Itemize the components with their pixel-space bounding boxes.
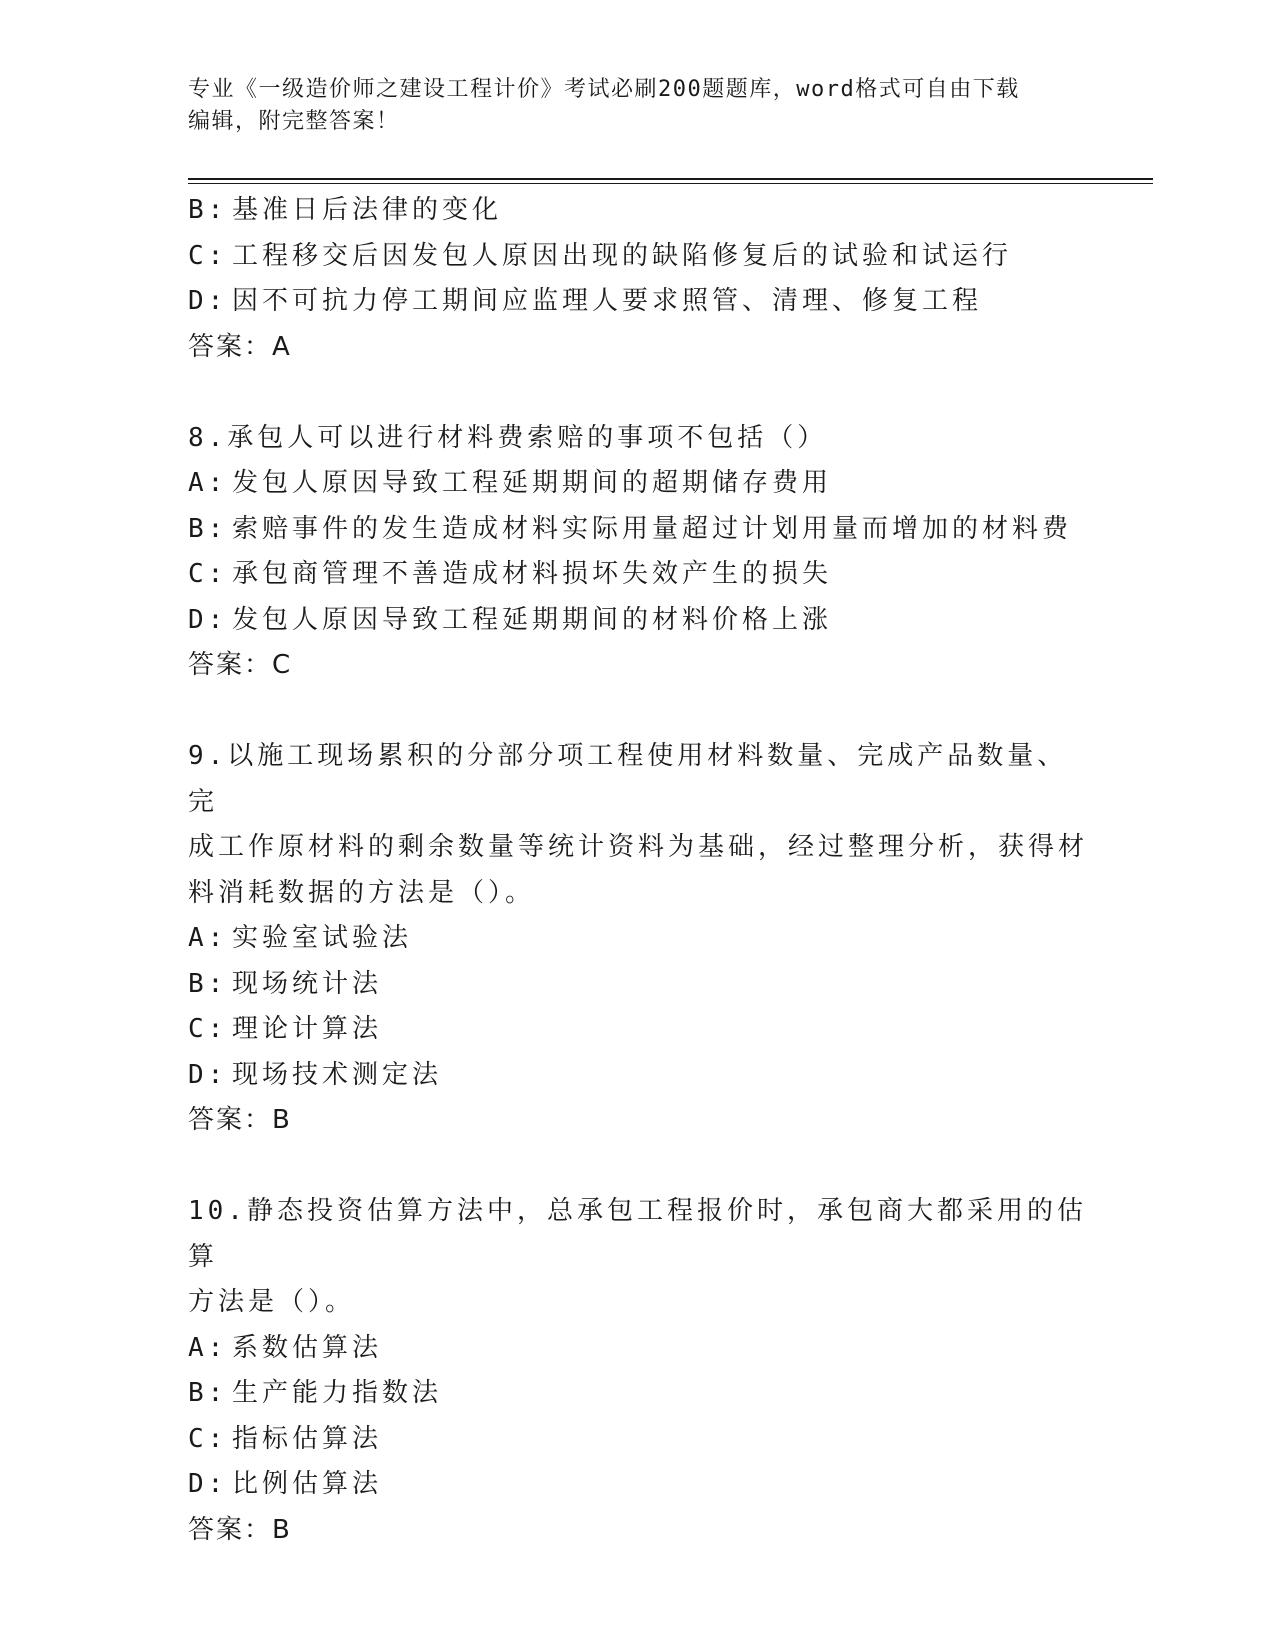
option-text: 现场技术测定法 xyxy=(232,1059,443,1090)
option-text: 发包人原因导致工程延期期间的超期储存费用 xyxy=(232,468,833,498)
option-letter: B: xyxy=(188,195,228,225)
option-letter: B: xyxy=(188,1378,228,1408)
question-8 xyxy=(188,416,1088,689)
header-line-1: 专业《一级造价师之建设工程计价》考试必刷200题题库，word格式可自由下载 xyxy=(188,77,1020,102)
option-letter: A: xyxy=(188,923,228,953)
answer-line: 答案：A xyxy=(188,331,292,362)
option-c xyxy=(188,1007,1088,1053)
option-c xyxy=(188,1417,1088,1463)
option-letter: A: xyxy=(188,1332,228,1363)
option-text: 承包商管理不善造成材料损坏失效产生的损失 xyxy=(232,559,833,589)
option-letter: C: xyxy=(188,240,228,271)
option-b xyxy=(188,962,1088,1008)
header-divider-thick xyxy=(188,178,1153,180)
option-b xyxy=(188,188,1088,234)
document-header xyxy=(188,74,1088,138)
option-letter: D: xyxy=(188,1059,228,1090)
option-text: 实验室试验法 xyxy=(232,923,413,953)
option-a xyxy=(188,916,1088,962)
question-stem-line: 9.以施工现场累积的分部分项工程使用材料数量、完成产品数量、完 xyxy=(188,741,1068,817)
question-stem-line: 方法是（）。 xyxy=(188,1287,356,1317)
option-d xyxy=(188,598,1088,644)
question-7-continued xyxy=(188,188,1088,370)
option-letter: D: xyxy=(188,1469,228,1499)
option-letter: A: xyxy=(188,468,228,498)
option-b xyxy=(188,507,1088,553)
option-text: 因不可抗力停工期间应监理人要求照管、清理、修复工程 xyxy=(232,286,983,316)
spacer xyxy=(188,689,1088,735)
option-letter: B: xyxy=(188,513,228,544)
question-10 xyxy=(188,1189,1088,1553)
spacer xyxy=(188,370,1088,416)
spacer xyxy=(188,1144,1088,1190)
option-text: 比例估算法 xyxy=(232,1469,383,1499)
option-d xyxy=(188,1053,1088,1099)
document-body xyxy=(188,188,1088,1553)
option-b xyxy=(188,1371,1088,1417)
answer-line: 答案：C xyxy=(188,650,293,680)
option-text: 生产能力指数法 xyxy=(232,1378,443,1408)
answer-line: 答案：B xyxy=(188,1105,292,1135)
option-letter: D: xyxy=(188,604,228,635)
option-text: 发包人原因导致工程延期期间的材料价格上涨 xyxy=(232,604,833,635)
option-d xyxy=(188,1462,1088,1508)
option-c xyxy=(188,552,1088,598)
question-stem-line: 8.承包人可以进行材料费索赔的事项不包括（） xyxy=(188,422,828,453)
option-d xyxy=(188,279,1088,325)
option-c xyxy=(188,234,1088,280)
option-text: 索赔事件的发生造成材料实际用量超过计划用量而增加的材料费 xyxy=(232,513,1073,544)
header-line-2: 编辑，附完整答案！ xyxy=(188,109,400,134)
option-text: 系数估算法 xyxy=(232,1332,383,1363)
option-a xyxy=(188,1326,1088,1372)
option-text: 基准日后法律的变化 xyxy=(232,195,503,225)
option-text: 理论计算法 xyxy=(232,1014,383,1044)
option-letter: C: xyxy=(188,559,228,589)
option-text: 指标估算法 xyxy=(232,1423,383,1454)
question-stem-line: 成工作原材料的剩余数量等统计资料为基础，经过整理分析，获得材 xyxy=(188,832,1089,862)
question-stem-line: 10.静态投资估算方法中，总承包工程报价时，承包商大都采用的估算 xyxy=(188,1196,1087,1272)
option-text: 工程移交后因发包人原因出现的缺陷修复后的试验和试运行 xyxy=(232,240,1013,271)
answer-line: 答案：B xyxy=(188,1514,292,1545)
question-9 xyxy=(188,734,1088,1144)
option-letter: C: xyxy=(188,1423,228,1454)
question-stem-line: 料消耗数据的方法是（）。 xyxy=(188,877,536,908)
option-a xyxy=(188,461,1088,507)
option-letter: D: xyxy=(188,286,228,316)
header-divider-thin xyxy=(188,183,1153,184)
option-text: 现场统计法 xyxy=(232,968,383,999)
option-letter: B: xyxy=(188,968,228,999)
option-letter: C: xyxy=(188,1014,228,1044)
